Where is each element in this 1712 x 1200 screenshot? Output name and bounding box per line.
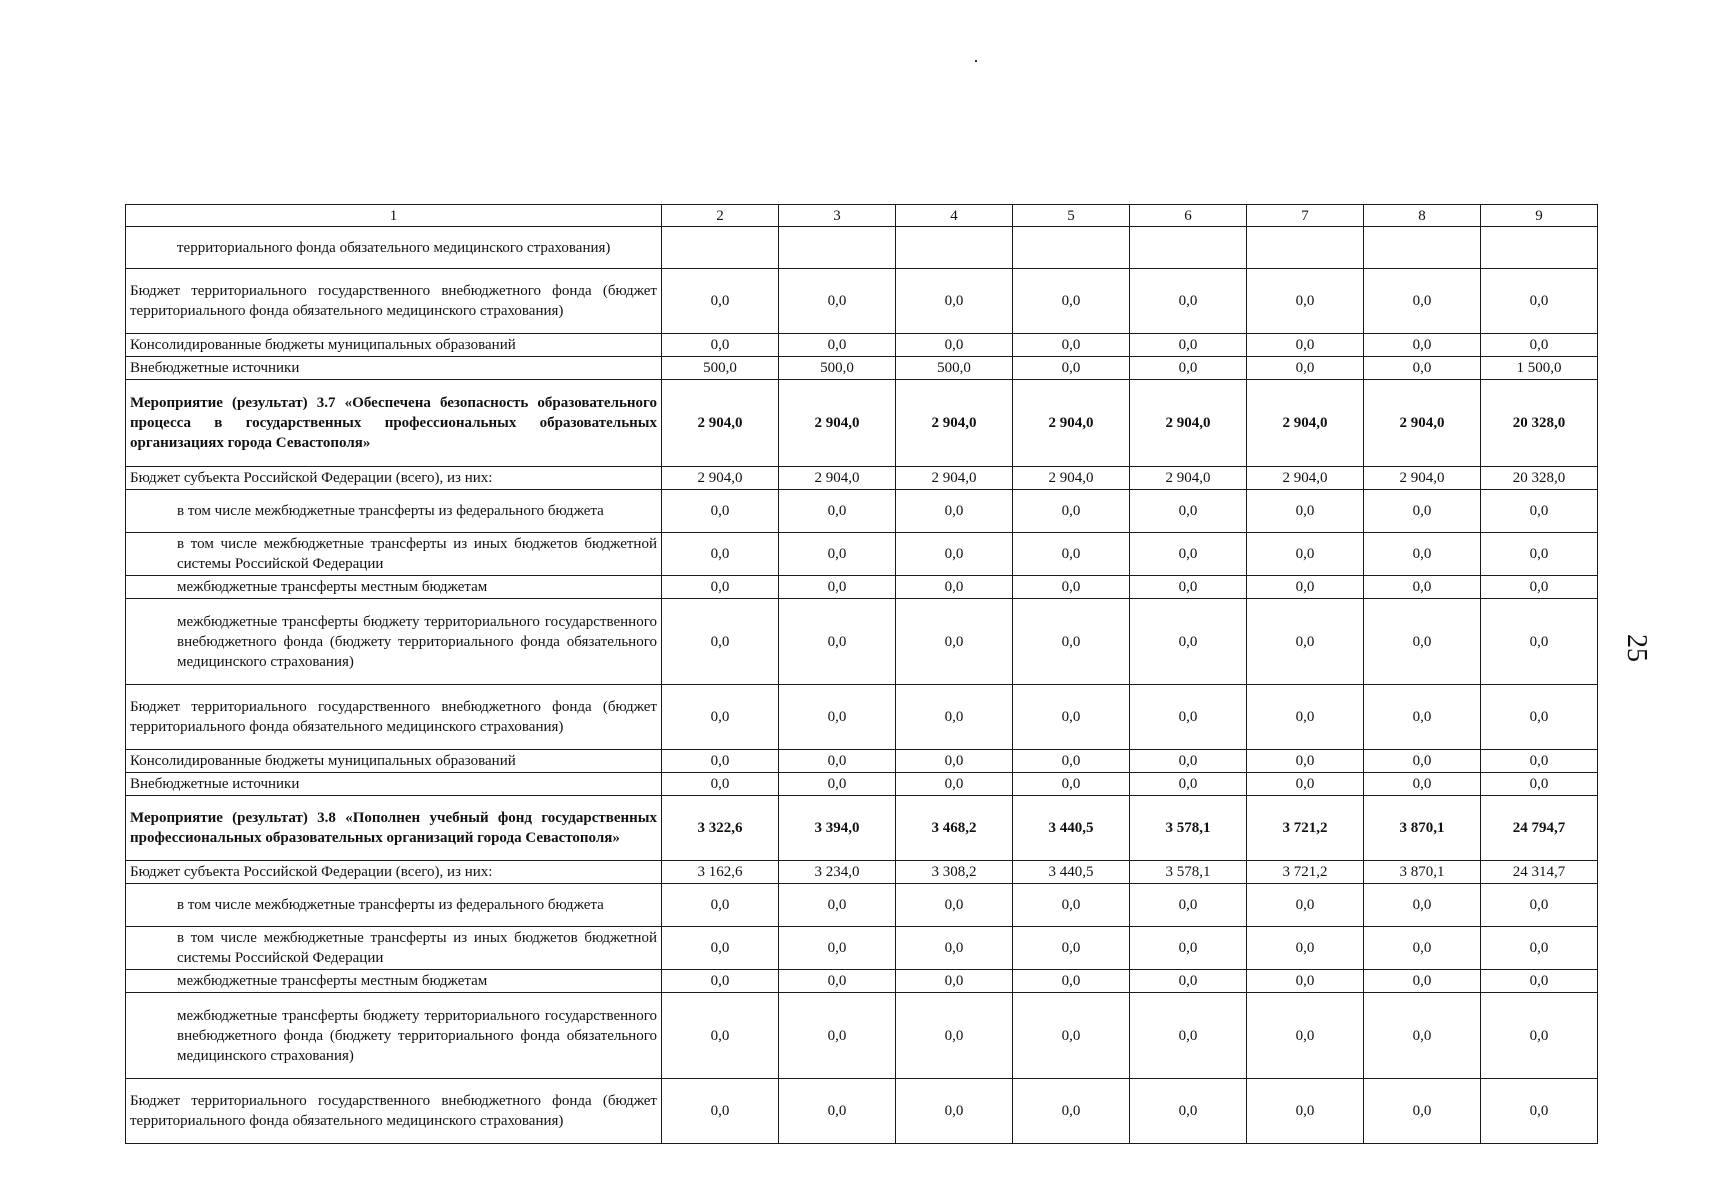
value-cell: 0,0 [1013, 269, 1130, 334]
value-cell: 2 904,0 [779, 380, 896, 467]
value-cell: 0,0 [1364, 357, 1481, 380]
value-cell: 0,0 [1247, 357, 1364, 380]
value-cell: 0,0 [662, 993, 779, 1079]
value-cell: 3 870,1 [1364, 796, 1481, 861]
value-cell: 0,0 [896, 773, 1013, 796]
value-cell: 0,0 [1013, 884, 1130, 927]
value-cell: 2 904,0 [1364, 467, 1481, 490]
value-cell: 0,0 [1481, 334, 1598, 357]
value-cell: 0,0 [1481, 490, 1598, 533]
row-label: межбюджетные трансферты местным бюджетам [126, 576, 662, 599]
value-cell: 3 870,1 [1364, 861, 1481, 884]
value-cell: 0,0 [1013, 1079, 1130, 1144]
column-header: 4 [896, 205, 1013, 227]
row-label: в том числе межбюджетные трансферты из федерального бюджета [126, 884, 662, 927]
value-cell: 0,0 [1364, 927, 1481, 970]
table-row [126, 576, 1598, 599]
value-cell: 0,0 [662, 685, 779, 750]
value-cell: 0,0 [1247, 490, 1364, 533]
value-cell: 0,0 [1481, 1079, 1598, 1144]
value-cell: 0,0 [662, 750, 779, 773]
value-cell: 0,0 [1247, 884, 1364, 927]
value-cell: 0,0 [896, 533, 1013, 576]
column-header: 9 [1481, 205, 1598, 227]
table-row [126, 227, 1598, 269]
scan-speck [975, 60, 977, 62]
value-cell: 3 578,1 [1130, 796, 1247, 861]
value-cell: 0,0 [779, 533, 896, 576]
value-cell: 3 721,2 [1247, 796, 1364, 861]
value-cell: 0,0 [1481, 993, 1598, 1079]
value-cell: 2 904,0 [1130, 467, 1247, 490]
row-label: Бюджет субъекта Российской Федерации (всего), из них: [126, 467, 662, 490]
row-label: Бюджет территориального государственного внебюджетного фонда (бюджет территориального фонда обязательного медицинского страхования) [126, 269, 662, 334]
value-cell: 0,0 [1247, 334, 1364, 357]
value-cell [662, 227, 779, 269]
value-cell: 0,0 [1247, 533, 1364, 576]
value-cell: 0,0 [1247, 750, 1364, 773]
value-cell: 0,0 [1364, 269, 1481, 334]
table-row [126, 380, 1598, 467]
value-cell: 0,0 [779, 773, 896, 796]
value-cell: 0,0 [1481, 599, 1598, 685]
table-row [126, 970, 1598, 993]
value-cell: 0,0 [1130, 750, 1247, 773]
value-cell: 500,0 [779, 357, 896, 380]
row-label: Бюджет территориального государственного внебюджетного фонда (бюджет территориального фонда обязательного медицинского страхования) [126, 1079, 662, 1144]
table-body [126, 205, 1598, 1144]
value-cell: 1 500,0 [1481, 357, 1598, 380]
table-row [126, 467, 1598, 490]
value-cell: 0,0 [1364, 1079, 1481, 1144]
value-cell: 2 904,0 [1013, 467, 1130, 490]
value-cell: 0,0 [1364, 970, 1481, 993]
value-cell: 0,0 [662, 334, 779, 357]
column-header: 6 [1130, 205, 1247, 227]
value-cell: 0,0 [1364, 490, 1481, 533]
value-cell: 0,0 [1364, 576, 1481, 599]
value-cell: 2 904,0 [896, 467, 1013, 490]
value-cell: 0,0 [662, 490, 779, 533]
value-cell: 0,0 [896, 927, 1013, 970]
value-cell: 0,0 [779, 576, 896, 599]
value-cell: 0,0 [1481, 685, 1598, 750]
value-cell: 3 468,2 [896, 796, 1013, 861]
row-label: Мероприятие (результат) 3.7 «Обеспечена безопасность образовательного процесса в государственных профессиональных образовательных организациях города Севастополя» [126, 380, 662, 467]
value-cell: 2 904,0 [1364, 380, 1481, 467]
table-row [126, 993, 1598, 1079]
page-number: 25 [1621, 634, 1652, 662]
value-cell: 0,0 [1481, 533, 1598, 576]
value-cell: 0,0 [1130, 927, 1247, 970]
table-row [126, 884, 1598, 927]
value-cell: 500,0 [896, 357, 1013, 380]
value-cell: 0,0 [896, 685, 1013, 750]
value-cell: 0,0 [1130, 599, 1247, 685]
value-cell: 3 162,6 [662, 861, 779, 884]
value-cell: 0,0 [1130, 269, 1247, 334]
value-cell [896, 227, 1013, 269]
value-cell: 0,0 [779, 599, 896, 685]
value-cell: 0,0 [1013, 750, 1130, 773]
value-cell: 0,0 [1013, 927, 1130, 970]
header-row [126, 205, 1598, 227]
value-cell [1247, 227, 1364, 269]
value-cell: 0,0 [779, 1079, 896, 1144]
value-cell: 0,0 [1013, 970, 1130, 993]
value-cell: 0,0 [1364, 334, 1481, 357]
value-cell: 0,0 [896, 884, 1013, 927]
row-label: Бюджет территориального государственного внебюджетного фонда (бюджет территориального фонда обязательного медицинского страхования) [126, 685, 662, 750]
value-cell: 0,0 [1013, 357, 1130, 380]
value-cell: 0,0 [779, 334, 896, 357]
table-row [126, 334, 1598, 357]
value-cell: 0,0 [1247, 685, 1364, 750]
value-cell: 24 314,7 [1481, 861, 1598, 884]
value-cell: 0,0 [1013, 993, 1130, 1079]
value-cell: 3 394,0 [779, 796, 896, 861]
value-cell: 0,0 [1247, 576, 1364, 599]
value-cell: 0,0 [662, 533, 779, 576]
value-cell: 0,0 [1481, 750, 1598, 773]
value-cell: 500,0 [662, 357, 779, 380]
row-label: Консолидированные бюджеты муниципальных образований [126, 750, 662, 773]
value-cell: 3 721,2 [1247, 861, 1364, 884]
row-label: межбюджетные трансферты местным бюджетам [126, 970, 662, 993]
value-cell: 0,0 [1364, 685, 1481, 750]
value-cell: 0,0 [1247, 599, 1364, 685]
value-cell [1364, 227, 1481, 269]
value-cell: 0,0 [779, 685, 896, 750]
value-cell: 2 904,0 [662, 380, 779, 467]
value-cell: 0,0 [1247, 773, 1364, 796]
column-header: 7 [1247, 205, 1364, 227]
value-cell: 0,0 [1130, 357, 1247, 380]
value-cell: 0,0 [1481, 884, 1598, 927]
value-cell: 0,0 [1364, 533, 1481, 576]
column-header: 8 [1364, 205, 1481, 227]
value-cell: 0,0 [1247, 927, 1364, 970]
value-cell: 0,0 [779, 750, 896, 773]
value-cell: 0,0 [896, 576, 1013, 599]
value-cell: 3 440,5 [1013, 861, 1130, 884]
value-cell: 0,0 [1481, 269, 1598, 334]
value-cell: 0,0 [1130, 685, 1247, 750]
value-cell: 0,0 [1130, 884, 1247, 927]
table-row [126, 927, 1598, 970]
value-cell: 3 308,2 [896, 861, 1013, 884]
row-label: в том числе межбюджетные трансферты из федерального бюджета [126, 490, 662, 533]
value-cell: 0,0 [1130, 533, 1247, 576]
value-cell: 2 904,0 [1247, 380, 1364, 467]
table-row [126, 1079, 1598, 1144]
value-cell: 0,0 [779, 993, 896, 1079]
budget-table [125, 204, 1598, 1144]
value-cell: 0,0 [1130, 773, 1247, 796]
value-cell: 2 904,0 [1247, 467, 1364, 490]
value-cell: 2 904,0 [1013, 380, 1130, 467]
value-cell: 0,0 [779, 884, 896, 927]
value-cell: 0,0 [779, 927, 896, 970]
value-cell: 24 794,7 [1481, 796, 1598, 861]
value-cell: 0,0 [779, 490, 896, 533]
value-cell: 0,0 [779, 269, 896, 334]
value-cell: 0,0 [1481, 927, 1598, 970]
value-cell: 0,0 [1364, 773, 1481, 796]
value-cell: 0,0 [1130, 970, 1247, 993]
value-cell: 0,0 [662, 927, 779, 970]
row-label: Мероприятие (результат) 3.8 «Пополнен учебный фонд государственных профессиональных образовательных организаций города Севастополя» [126, 796, 662, 861]
table-row [126, 599, 1598, 685]
value-cell: 0,0 [662, 576, 779, 599]
value-cell: 0,0 [896, 490, 1013, 533]
value-cell: 2 904,0 [779, 467, 896, 490]
table-row [126, 685, 1598, 750]
column-header: 2 [662, 205, 779, 227]
value-cell: 0,0 [1364, 750, 1481, 773]
value-cell [1013, 227, 1130, 269]
row-label: межбюджетные трансферты бюджету территориального государственного внебюджетного фонда (бюджету территориального фонда обязательного медицинского страхования) [126, 993, 662, 1079]
value-cell: 0,0 [1130, 1079, 1247, 1144]
row-label: территориального фонда обязательного медицинского страхования) [126, 227, 662, 269]
value-cell: 0,0 [662, 884, 779, 927]
value-cell: 3 440,5 [1013, 796, 1130, 861]
value-cell: 0,0 [779, 970, 896, 993]
value-cell: 3 578,1 [1130, 861, 1247, 884]
value-cell: 2 904,0 [1130, 380, 1247, 467]
table-row [126, 357, 1598, 380]
table-row [126, 533, 1598, 576]
row-label: в том числе межбюджетные трансферты из иных бюджетов бюджетной системы Российской Федерации [126, 533, 662, 576]
value-cell: 0,0 [662, 269, 779, 334]
value-cell [1130, 227, 1247, 269]
value-cell: 0,0 [1364, 599, 1481, 685]
row-label: Консолидированные бюджеты муниципальных образований [126, 334, 662, 357]
value-cell: 2 904,0 [662, 467, 779, 490]
value-cell: 0,0 [1481, 970, 1598, 993]
value-cell: 0,0 [896, 1079, 1013, 1144]
value-cell: 0,0 [1247, 970, 1364, 993]
value-cell: 0,0 [1247, 993, 1364, 1079]
value-cell: 0,0 [662, 773, 779, 796]
value-cell: 20 328,0 [1481, 380, 1598, 467]
value-cell: 0,0 [896, 970, 1013, 993]
value-cell: 0,0 [1130, 576, 1247, 599]
value-cell: 0,0 [1364, 993, 1481, 1079]
value-cell: 0,0 [896, 334, 1013, 357]
table-row [126, 773, 1598, 796]
value-cell: 0,0 [1130, 993, 1247, 1079]
row-label: в том числе межбюджетные трансферты из иных бюджетов бюджетной системы Российской Федерации [126, 927, 662, 970]
value-cell: 0,0 [1130, 490, 1247, 533]
value-cell: 0,0 [1013, 576, 1130, 599]
value-cell: 0,0 [1247, 269, 1364, 334]
column-header: 3 [779, 205, 896, 227]
value-cell: 0,0 [1013, 533, 1130, 576]
value-cell: 0,0 [662, 1079, 779, 1144]
table-row [126, 796, 1598, 861]
value-cell: 0,0 [1364, 884, 1481, 927]
value-cell: 0,0 [896, 269, 1013, 334]
value-cell: 0,0 [1481, 773, 1598, 796]
value-cell: 0,0 [662, 599, 779, 685]
value-cell: 0,0 [1013, 685, 1130, 750]
value-cell: 20 328,0 [1481, 467, 1598, 490]
value-cell: 0,0 [896, 750, 1013, 773]
value-cell: 0,0 [896, 599, 1013, 685]
value-cell: 0,0 [1013, 773, 1130, 796]
table-row [126, 861, 1598, 884]
value-cell [779, 227, 896, 269]
table-row [126, 269, 1598, 334]
value-cell: 0,0 [1481, 576, 1598, 599]
column-header: 5 [1013, 205, 1130, 227]
row-label: Бюджет субъекта Российской Федерации (всего), из них: [126, 861, 662, 884]
column-header: 1 [126, 205, 662, 227]
value-cell: 0,0 [1247, 1079, 1364, 1144]
value-cell: 0,0 [662, 970, 779, 993]
row-label: Внебюджетные источники [126, 773, 662, 796]
value-cell: 3 322,6 [662, 796, 779, 861]
value-cell [1481, 227, 1598, 269]
table-row [126, 490, 1598, 533]
value-cell: 3 234,0 [779, 861, 896, 884]
value-cell: 0,0 [1013, 334, 1130, 357]
row-label: Внебюджетные источники [126, 357, 662, 380]
table-row [126, 750, 1598, 773]
value-cell: 0,0 [1130, 334, 1247, 357]
value-cell: 0,0 [1013, 599, 1130, 685]
row-label: межбюджетные трансферты бюджету территориального государственного внебюджетного фонда (бюджету территориального фонда обязательного медицинского страхования) [126, 599, 662, 685]
value-cell: 0,0 [896, 993, 1013, 1079]
value-cell: 0,0 [1013, 490, 1130, 533]
value-cell: 2 904,0 [896, 380, 1013, 467]
